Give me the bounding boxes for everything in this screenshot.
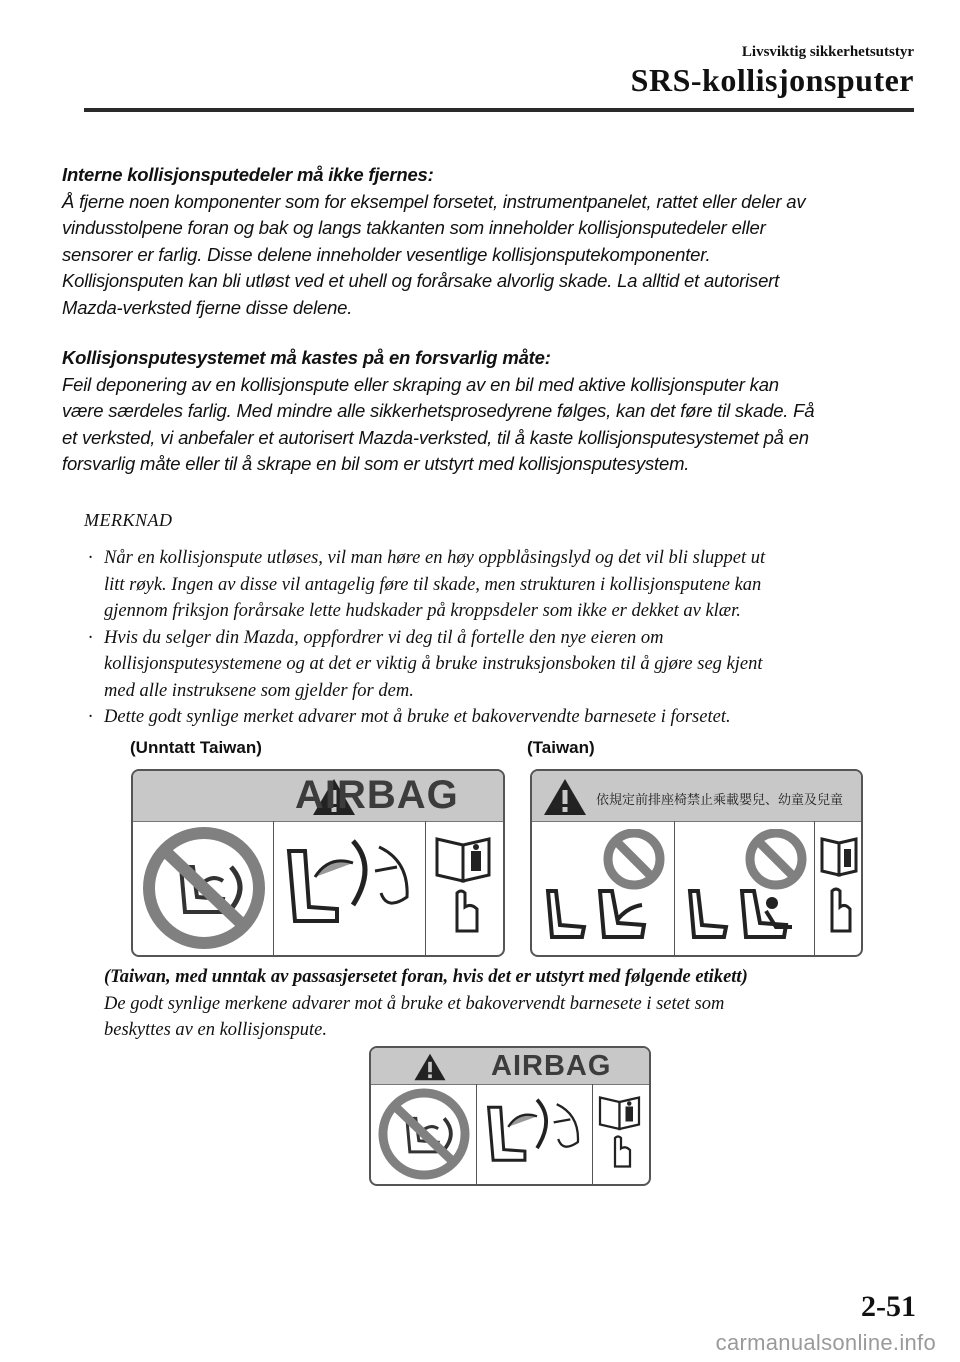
warning-line: Feil deponering av en kollisjonspute eller skraping av en bil med aktive kollisjonsputer kan bbox=[62, 373, 779, 395]
warning-heading: Kollisjonsputesystemet må kastes på en forsvarlig måte: bbox=[62, 347, 551, 368]
label-divider bbox=[814, 821, 815, 955]
manual-reference-icon bbox=[433, 831, 497, 947]
caption-taiwan: (Taiwan) bbox=[527, 738, 595, 757]
list-item-line: Når en kollisjonspute utløses, vil man høre en høy oppblåsingslyd og det vil bli sluppet ut bbox=[104, 548, 766, 568]
warning-line: forsvarlig måte eller til å skrape en bil som er utstyrt med kollisjonsputesystem. bbox=[62, 453, 690, 474]
note-list bbox=[88, 545, 918, 731]
airbag-text: AIRBAG bbox=[295, 773, 459, 817]
taiwan-warning-text: 依規定前排座椅禁止乘載嬰兒、幼童及兒童 bbox=[596, 793, 844, 808]
list-item-line: gjennom friksjon forårsake lette hudskader på kroppsdeler som ikke er dekket av klær. bbox=[104, 601, 741, 621]
header-divider bbox=[84, 108, 914, 112]
label-divider bbox=[425, 821, 426, 955]
warning-block-2 bbox=[62, 345, 922, 478]
bullet-dot: · bbox=[88, 548, 93, 568]
taiwan-note bbox=[104, 964, 924, 1044]
warning-line: Kollisjonsputen kan bli utløst ved et uhell og forårsake alvorlig skade. La alltid et autorisert bbox=[62, 270, 780, 291]
caption-except-taiwan: (Unntatt Taiwan) bbox=[130, 738, 262, 757]
manual-reference-icon bbox=[597, 1090, 645, 1180]
warning-heading: Interne kollisjonsputedeler må ikke fjernes: bbox=[62, 164, 434, 185]
label-divider bbox=[476, 1084, 477, 1184]
list-item bbox=[88, 545, 918, 625]
section-name: Livsviktig sikkerhetsutstyr bbox=[741, 44, 914, 60]
list-item-line: litt røyk. Ingen av disse vil antagelig føre til skade, men strukturen i kollisjonsputene kan bbox=[104, 574, 762, 595]
page-number: 2-51 bbox=[861, 1290, 916, 1323]
bullet-dot: · bbox=[88, 707, 93, 727]
airbag-warning-label-small bbox=[369, 1046, 651, 1186]
manual-reference-icon bbox=[820, 831, 860, 947]
airbag-seat-diagram-icon bbox=[481, 1092, 587, 1180]
warning-triangle-icon bbox=[542, 777, 588, 817]
airbag-seat-diagram-icon bbox=[279, 831, 419, 947]
list-item-line: Hvis du selger din Mazda, oppfordrer vi deg til å fortelle den nye eieren om bbox=[104, 627, 664, 648]
warning-line: Mazda-verksted fjerne disse delene. bbox=[62, 296, 353, 318]
warning-line: et verksted, vi anbefaler et autorisert Mazda-verksted, til å kaste kollisjonsputesystemet på en bbox=[62, 426, 809, 448]
no-rear-facing-seat-icon bbox=[141, 827, 267, 949]
label-divider bbox=[674, 821, 675, 955]
warning-line: være særdeles farlig. Med mindre alle sikkerhetsprosedyrene følges, kan det føre til skade. Få bbox=[62, 400, 815, 421]
no-child-passenger-front-icon bbox=[680, 829, 814, 949]
taiwan-note-heading: (Taiwan, med unntak av passasjersetet foran, hvis det er utstyrt med følgende etikett) bbox=[104, 967, 748, 987]
bullet-dot: · bbox=[88, 627, 93, 648]
list-item bbox=[88, 625, 918, 705]
warning-block-1 bbox=[62, 162, 922, 321]
note-heading: MERKNAD bbox=[84, 510, 173, 530]
label-divider bbox=[273, 821, 274, 955]
list-item-line: med alle instruksene som gjelder for dem. bbox=[104, 680, 414, 701]
taiwan-note-line: beskyttes av en kollisjonspute. bbox=[104, 1020, 327, 1040]
label-divider bbox=[592, 1084, 593, 1184]
page-title: SRS-kollisjonsputer bbox=[630, 62, 914, 98]
no-rear-facing-seat-icon bbox=[377, 1088, 471, 1180]
taiwan-note-line: De godt synlige merkene advarer mot å bruke et bakovervendt barnesete i setet som bbox=[104, 993, 725, 1014]
airbag-warning-label bbox=[131, 769, 505, 957]
watermark: carmanualsonline.info bbox=[715, 1330, 936, 1355]
airbag-text: AIRBAG bbox=[491, 1050, 612, 1082]
no-child-seat-front-icon bbox=[538, 829, 672, 949]
list-item bbox=[88, 704, 918, 731]
warning-line: sensorer er farlig. Disse delene inneholder vesentlige kollisjonsputekomponenter. bbox=[62, 243, 711, 265]
warning-line: Å fjerne noen komponenter som for eksempel forsetet, instrumentpanelet, rattet eller deler av bbox=[62, 190, 806, 212]
warning-line: vindusstolpene foran og bak og langs takkanten som inneholder kollisjonsputedeler eller bbox=[62, 217, 766, 238]
taiwan-warning-label bbox=[530, 769, 863, 957]
warning-triangle-icon bbox=[413, 1052, 447, 1082]
list-item-line: Dette godt synlige merket advarer mot å bruke et bakovervendte barnesete i forsetet. bbox=[104, 707, 731, 727]
list-item-line: kollisjonsputesystemene og at det er viktig å bruke instruksjonsboken til å gjøre seg kjent bbox=[104, 654, 763, 674]
